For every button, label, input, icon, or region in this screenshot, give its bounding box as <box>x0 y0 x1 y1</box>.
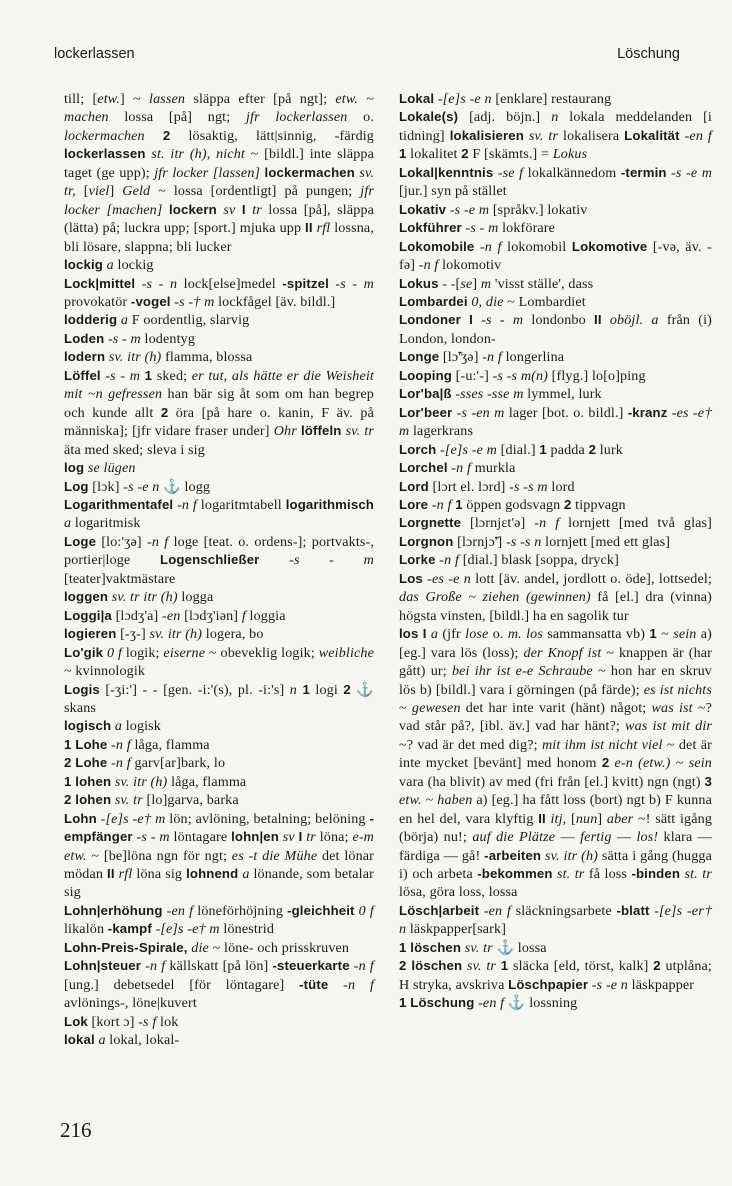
dictionary-entry: Loggi|a [lɔdʒ'a] -en [lɔdʒ'iən] f loggia <box>64 607 286 624</box>
dictionary-entry: Lohn -[e]s -e† m lön; avlöning, betalning; belöning -empfänger -s - m löntagare lohn|en sv I tr löna; e-m etw. ~ [be]löna ngn för ngt; es -t die Mühe det lönar mödan II rfl löna sig lohnend a lönande, som betalar sig <box>64 810 374 901</box>
dictionary-entry: 1 lohen sv. itr (h) låga, flamma <box>64 773 247 790</box>
dictionary-entry: Looping [-u:'-] -s -s m(n) [flyg.] lo[o]ping <box>399 367 646 384</box>
dictionary-entry: Lorch -[e]s -e m [dial.] 1 padda 2 lurk <box>399 441 623 458</box>
running-header-right: Löschung <box>617 46 680 62</box>
dictionary-entry: Lo'gik 0 f logik; eiserne ~ obeveklig logik; weibliche ~ kvinnologik <box>64 644 374 680</box>
dictionary-entry: Lorchel -n f murkla <box>399 460 516 477</box>
dictionary-entry: lodern sv. itr (h) flamma, blossa <box>64 349 253 366</box>
dictionary-entry: lokal a lokal, lokal- <box>64 1032 180 1049</box>
dictionary-entry: Lock|mittel -s - n lock[else]medel -spitzel -s - m provokatör -vogel -s -† m lockfågel [äv. bildl.] <box>64 275 374 310</box>
dictionary-entry: Lokal|kenntnis -se f lokalkännedom -termin -s -e m [jur.] syn på stället <box>399 164 713 200</box>
dictionary-entry: Lorgnette [lɔrnjɛt'ə] -n f lornjett [med två glas] Lorgnon [lɔrnjɔ̃'] -s -s n lornjett [med ett glas] <box>399 515 712 550</box>
dictionary-entry: lockig a lockig <box>64 257 154 274</box>
dictionary-entry: Lokus - -[se] m 'visst ställe', dass <box>399 275 594 292</box>
dictionary-entry: Londoner I -s - m londonbo II oböjl. a från (i) London, london- <box>399 312 713 347</box>
dictionary-entry: Lok [kort ɔ] -s f lok <box>64 1013 179 1030</box>
dictionary-entry: Lösch|arbeit -en f släckningsarbete -blatt -[e]s -er† n läskpapper[sark] <box>399 902 713 938</box>
dictionary-entry: Loge [lo:'ʒə] -n f loge [teat. o. ordens-]; portvakts-, portier|loge Logenschließer -s - m [teater]vaktmästare <box>64 533 375 587</box>
dictionary-entry: Loden -s - m lodentyg <box>64 330 196 347</box>
dictionary-entry: 2 Lohe -n f garv[ar]bark, lo <box>64 755 226 772</box>
left-column <box>64 90 374 1050</box>
dictionary-entry: los I a (jfr lose o. m. los sammansatta vb) 1 ~ sein a) [eg.] vara lös (loss); der Knopf ist ~ knappen är (har gått) ur; bei ihr ist e-e Schraube ~ hon har en skruv lös b) [bildl.] vara i görningen (på färde); es ist nichts ~ gewesen det har inte varit (hänt) något; was ist ~? vad står på?, [ibl. äv.] vad har hänt?; was ist mit dir ~? vad är det med dig?; mit ihm ist nicht viel ~ det är inte mycket [bevänt] med honom 2 e-n (etw.) ~ sein vara (ha blivit) av med (fri från [el.] kvitt) ngn (ngt) 3 etw. ~ haben a) [eg.] ha fått loss (bort) ngt b) F kunna en hel del, vara klyftig II itj, [nun] aber ~! sätt igång (börja) nu!; auf die Plätze — fertig — los! klara — färdiga — gå! -arbeiten sv. itr (h) sätta i gång (hugga i) och arbeta -bekommen st. tr få loss -binden st. tr lösa, göra loss, lossa <box>399 626 713 901</box>
dictionary-entry: 2 löschen sv. tr 1 släcka [eld, törst, kalk] 2 utplåna; H stryka, avskriva Löschpapier -s -e n läskpapper <box>399 958 712 993</box>
dictionary-entry: Longe [lɔ̃'ʒə] -n f longerlina <box>399 349 565 366</box>
running-header-left: lockerlassen <box>54 46 135 62</box>
dictionary-entry: Log [lɔk] -s -e n ⚓ logg <box>64 478 211 495</box>
right-column <box>399 90 712 1013</box>
dictionary-entry: Los -es -e n lott [äv. andel, jordlott o. öde], lottsedel; das Große ~ ziehen (gewinnen) få [el.] dra (vinna) högsta vinsten, [bildl.] ha en sagolik tur <box>399 570 712 624</box>
dictionary-entry: Lokführer -s - m lokförare <box>399 220 556 237</box>
dictionary-entry: Lor'ba|ß -sses -sse m lymmel, lurk <box>399 386 602 403</box>
dictionary-entry: 1 Lohe -n f låga, flamma <box>64 736 210 753</box>
dictionary-entry: Lore -n f 1 öppen godsvagn 2 tippvagn <box>399 496 626 513</box>
dictionary-entry: logieren [-ʒ-] sv. itr (h) logera, bo <box>64 626 264 643</box>
dictionary-entry: till; [etw.] ~ lassen släppa efter [på ngt]; etw. ~ machen lossa [på] ngt; jfr lockerlassen o. lockermachen 2 lösaktig, lätt|sinnig, -färdig lockerlassen st. itr (h), nicht ~ [bildl.] inte släppa taget (ge upp); jfr locker [lassen] lockermachen sv. tr, [viel] Geld ~ lossa [ordentligt] på pungen; jfr locker [machen] lockern sv I tr lossa [på], släppa (lätta) på; luckra upp; [sport.] mjuka upp II rfl lossna, bli lösare, slappna; bli lucker <box>64 91 375 255</box>
page-number: 216 <box>60 1118 92 1142</box>
dictionary-entry: Lorke -n f [dial.] blask [soppa, dryck] <box>399 552 619 569</box>
dictionary-entry: log se lügen <box>64 460 136 477</box>
dictionary-entry: Logis [-ʒi:'] - - [gen. -i:'(s), pl. -i:'s] n 1 logi 2 ⚓ skans <box>64 681 374 716</box>
dictionary-entry: Lokale(s) [adj. böjn.] n lokala meddelanden [i tidning] lokalisieren sv. tr lokalisera Lokalität -en f 1 lokalitet 2 F [skämts.] = Lokus <box>399 109 712 163</box>
dictionary-entry: Lord [lɔrt el. lɔrd] -s -s m lord <box>399 478 575 495</box>
dictionary-entry: loggen sv. tr itr (h) logga <box>64 589 214 606</box>
dictionary-entry: Lokativ -s -e m [språkv.] lokativ <box>399 201 588 218</box>
dictionary-entry: Lokal -[e]s -e n [enklare] restaurang <box>399 91 612 107</box>
dictionary-entry: Lohn|erhöhung -en f löneförhöjning -gleichheit 0 f likalön -kampf -[e]s -e† m lönestrid <box>64 902 374 938</box>
dictionary-entry: Lohn|steuer -n f källskatt [på lön] -steuerkarte -n f [ung.] debetsedel [för löntagare] -tüte -n f avlönings-, löne|kuvert <box>64 958 375 1012</box>
dictionary-entry: lodderig a F oordentlig, slarvig <box>64 312 250 329</box>
dictionary-entry: Lor'beer -s -en m lager [bot. o. bildl.] -kranz -es -e† m lagerkrans <box>399 404 712 440</box>
dictionary-entry: 2 lohen sv. tr [lo]garva, barka <box>64 792 239 809</box>
dictionary-entry: Lohn-Preis-Spirale, die ~ löne- och prisskruven <box>64 939 350 956</box>
dictionary-entry: logisch a logisk <box>64 718 161 735</box>
dictionary-entry: Löffel -s - m 1 sked; er tut, als hätte er die Weisheit mit ~n gefressen han bär sig åt som om han begrep och kunde allt 2 öra [på hare o. kanin, F äv. på människa]; [jfr vidare fraser under] Ohr löffeln sv. tr äta med sked; sleva i sig <box>64 367 375 458</box>
dictionary-entry: Lokomobile -n f lokomobil Lokomotive [-və, äv. -fə] -n f lokomotiv <box>399 238 713 274</box>
dictionary-entry: Logarithmentafel -n f logaritmtabell logarithmisch a logaritmisk <box>64 496 375 532</box>
dictionary-entry: Lombardei 0, die ~ Lombardiet <box>399 293 586 310</box>
dictionary-entry: 1 Löschung -en f ⚓ lossning <box>399 995 578 1012</box>
dictionary-entry: 1 löschen sv. tr ⚓ lossa <box>399 939 547 956</box>
